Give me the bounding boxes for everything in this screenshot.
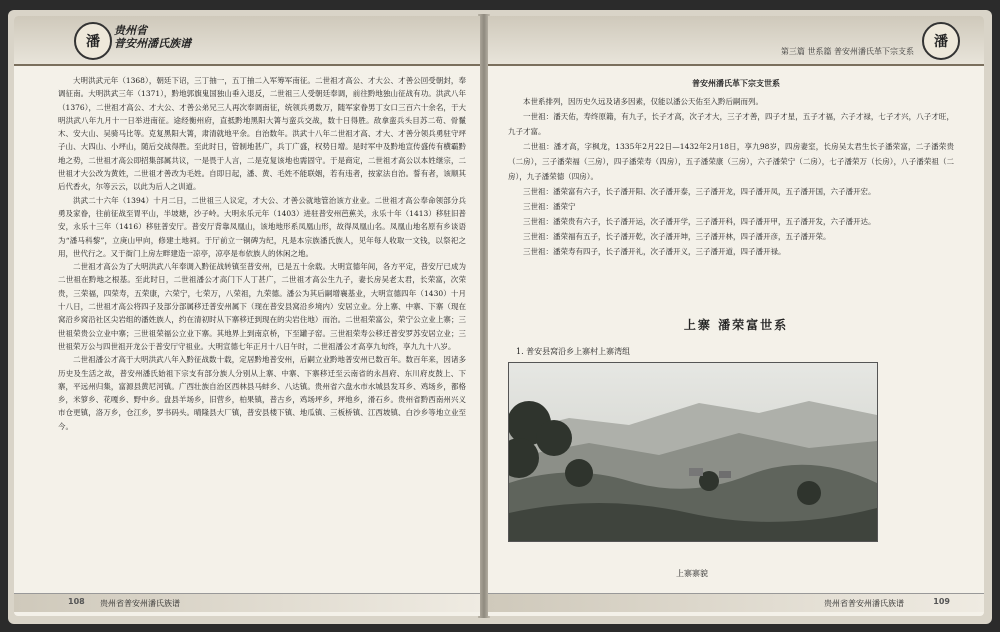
clan-emblem-icon bbox=[74, 22, 112, 60]
book bbox=[8, 10, 992, 624]
calligraphy-title bbox=[114, 24, 204, 50]
left-header bbox=[14, 16, 480, 66]
footer-title: 贵州省普安州潘氏族谱 bbox=[100, 599, 180, 608]
right-page bbox=[488, 16, 984, 616]
paragraph: 三世祖：潘荣贵有六子，长子潘开运，次子潘开学，三子潘开科，四子潘开甲，五子潘开发，六子潘开达。 bbox=[523, 217, 876, 226]
section-heading: 普安州潘氏革下宗支世系 bbox=[692, 78, 780, 88]
paragraph: 一世祖：潘天佑，寿终原籍，有九子，长子才高，次子才大，三子才善，四子才星，五子才福，六子才禄，七子才兴，八子才旺，九子才富。 bbox=[508, 112, 954, 136]
left-footer bbox=[14, 593, 480, 612]
emblem-char: 潘 bbox=[934, 34, 948, 50]
paragraph: 三世祖：潘荣宁 bbox=[523, 202, 576, 211]
village-landscape-image bbox=[509, 363, 877, 541]
paragraph: 三世祖：潘荣福有五子，长子潘开乾，次子潘开坤，三子潘开林，四子潘开彦，五子潘开荣。 bbox=[523, 232, 831, 241]
page-number: 109 bbox=[933, 597, 950, 606]
calligraphy-line-2: 普安州潘氏族谱 bbox=[114, 37, 191, 50]
paragraph: 二世祖潘公才高于大明洪武八年入黔征战数十载，定居黔地普安州，后嗣立业黔地普安州已数百年。数百年来，因诸多历史及生活之故，普安州潘氏始祖下宗支有部分族人分别从上寨、中寨、下寨移迁至云南省的永昌府、东川府皮鼓上、下寨，平远州归集，富源县黄尼河镇。广西壮族自治区西林县马蚌乡、八达镇。贵州省六盘水市水城县发耳乡、鸡场乡，都格乡，米箩乡、花嘎乡、野中乡。盘县羊场乡，旧营乡，柏果镇，普古乡，鸡场坪乡，坪地乡，滑石乡。贵州省黔西南州兴义市仓更镇，洛万乡，仓江乡，罗书码头。晴隆县大厂镇，普安县楼下镇、地瓜镇、三板桥镇、江西坡镇、白沙乡等地立业至今。 bbox=[58, 355, 466, 431]
emblem-char: 潘 bbox=[86, 34, 100, 50]
footer-title: 贵州省普安州潘氏族谱 bbox=[824, 599, 904, 608]
paragraph: 二世祖才高公为了大明洪武八年奉调入黔征战转镇至普安州，已是五十余载。大明宣德年间，各方平定，普安厅已成为二世祖在黔地之根基。至此时日，二世祖潘公才高门下人丁甚广，二世祖才高公生九子，妻长房吴老太君，长荣富，次荣贵，三荣福，四荣寿，五荣康，六荣宁，七荣万，八荣祖，九荣德。潘公为其后嗣增襄基业，大明宣德四年（1430）十月十八日，二世祖才高公将四子及部分部属移迁普安州属下（现在普安县窝沿乡境内）安居立业。分上寨、中寨、下寨（现在窝沿乡窝沿社区尖岩组的潘姓族人，约在清初时从下寨移迁到现在的尖岩住地）而治。二世祖荣富公，荣宁公立业上寨；三世祖荣贵公立业中寨；三世祖荣福公立业下寨。其地界上到南京桥，下至罐子窑。三世祖荣寿公移迁普安罗苏安居立业；三世祖荣万公与四世祖开龙公于普安厅守祖业。大明宣德七年正月十八日午时，二世祖潘公才高享九旬终，享九九十八岁。 bbox=[58, 262, 466, 351]
paragraph: 本世系排列，因历史久远及诸多因素，仅能以潘公天佑至入黔后嗣而列。 bbox=[523, 97, 763, 106]
left-page bbox=[14, 16, 480, 616]
left-body-text bbox=[58, 74, 466, 433]
right-body-text bbox=[508, 94, 954, 259]
paragraph: 洪武二十六年（1394）十月二日，二世祖三人议定，才大公、才善公就地管治该方业业。二世祖才高公奉命领部分兵勇及家眷，往前征战至胃平山，半坡塘，沙子岭。大明永乐元年（1403）进驻普安州芭蕉关，永乐十年（1413）移驻旧普安，永乐十三年（1416）移驻普安厅。普安厅背靠凤凰山，该地地形系凤凰山形，故得凤凰山名。凤凰山地名原有乡谈语为“潘马科黎”，立庚山甲向，修建土地祠。于厅前立一铜碑为纪，凡是本宗族潘氏族人，见年每人收取一文钱，以祭祀之用，世代行之。又于衙门上房左畔建造一凉亭，凉亭是布依族人的休闲之地。 bbox=[58, 195, 466, 258]
header-path: 第三篇 世系篇 普安州潘氏革下宗支系 bbox=[780, 47, 914, 56]
paragraph: 二世祖：潘才高，字枫龙，1335年2月22日—1432年2月18日，享九98岁，四房妻室，长房吴太君生长子潘荣富，二子潘荣贵（二房），三子潘荣福（三房），四子潘荣寿（四房），五子潘荣康（三房），六子潘荣宁（二房），七子潘荣万（长房），八子潘荣祖（二房），九子潘荣德（四房）。 bbox=[508, 142, 954, 181]
right-footer bbox=[488, 593, 984, 612]
clan-emblem-icon bbox=[922, 22, 960, 60]
photo-caption: 1. 普安县窝沿乡上寨村上寨湾组 bbox=[516, 347, 631, 356]
calligraphy-line-1: 贵州省 bbox=[114, 24, 147, 37]
section-title: 上寨 潘荣富世系 bbox=[683, 318, 789, 332]
paragraph: 三世祖：潘荣寿有四子，长子潘开礼，次子潘开义，三子潘开道，四子潘开禄。 bbox=[523, 247, 786, 256]
page-number: 108 bbox=[68, 597, 85, 606]
paragraph: 三世祖：潘荣富有六子，长子潘开阳、次子潘开泰，三子潘开龙，四子潘开凤，五子潘开国，六子潘开宏。 bbox=[523, 187, 876, 196]
village-photo bbox=[508, 362, 878, 542]
paragraph: 大明洪武元年（1368），朝廷下诏，三丁抽一，五丁抽二入军筹军南征。二世祖才高公、才大公、才善公回受朝封，奉调征南。大明洪武三年（1371），黔地郭旗鬼国独山垂入退反，二世祖三人受朝廷奉调，前往黔地独山征战有功。洪武八年（1376），二世祖才高公、才大公、才善公弟兄三人再次奉调南征，统领兵勇数万，随军家眷男丁女口三百六十余名，于大明洪武八年九月十一日举进南征。途经衡州府，直抵黔地黑阳大箐与蛮兵交战，数十日得胜。敌拿蛮兵头目苏二苟、骨鬣木、安大山、吴骑马比等。克复黑阳大箐，肃清就地平余。自治数年。洪武十八年二世祖才高、才大、才善分领兵勇驻守坪子山、大四山、小坪山，随后交战得胜。至此时日，管制地甚广，兵丁广盛，权势日增。是时军中及黔地宣传盛传有横霸黔地之势，二世祖才高公即招集部属共议，一是畏于人言，二是克复该地也需固守。于是商定，二世祖才高公以本姓继宗，二世祖才大公改为黄姓，二世祖才善改为毛姓。自即日起，潘、黄、毛姓不能联姻，若有违者，按家法自治。誓有者，该顺其后代香火，尔等云云，以此为后人之训道。 bbox=[58, 76, 466, 192]
photo-caption: 上寨寨貌 bbox=[676, 569, 708, 578]
right-header bbox=[488, 16, 984, 66]
